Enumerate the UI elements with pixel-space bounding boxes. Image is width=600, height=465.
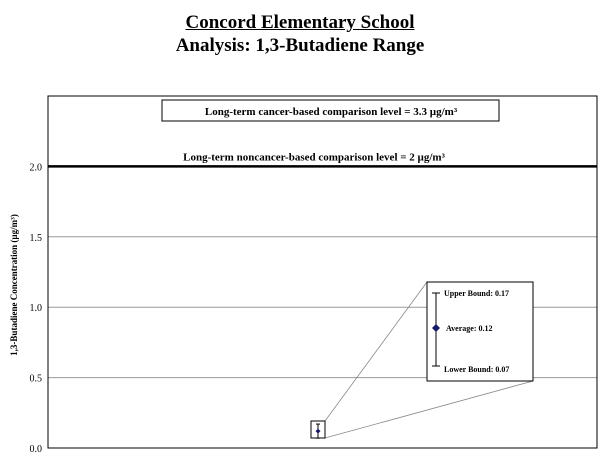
zoom-connector-bottom <box>325 381 533 438</box>
callout-lower-bound: Lower Bound: 0.07 <box>444 365 510 374</box>
noncancer-reference-label: Long-term noncancer-based comparison level = 2 µg/m³ <box>183 151 445 164</box>
callout-average: Average: 0.12 <box>446 324 493 333</box>
zoom-connector-top <box>325 282 427 421</box>
y-tick-label: 0.5 <box>29 373 42 385</box>
y-tick-label: 2.0 <box>29 162 42 174</box>
y-tick-label: 0.0 <box>29 444 42 455</box>
chart-title-line2: Analysis: 1,3-Butadiene Range <box>175 35 425 56</box>
y-axis-label: 1,3-Butadiene Concentration (µg/m³) <box>9 214 19 356</box>
cancer-level-label: Long-term cancer-based comparison level = 3.3 µg/m³ <box>204 106 458 118</box>
callout-upper-bound: Upper Bound: 0.17 <box>444 289 509 298</box>
plot-area-border <box>48 96 597 448</box>
chart-title-line1: Concord Elementary School <box>185 12 415 33</box>
y-tick-label: 1.5 <box>29 232 42 244</box>
y-tick-labels <box>30 162 43 455</box>
y-tick-label: 1.0 <box>29 303 42 315</box>
